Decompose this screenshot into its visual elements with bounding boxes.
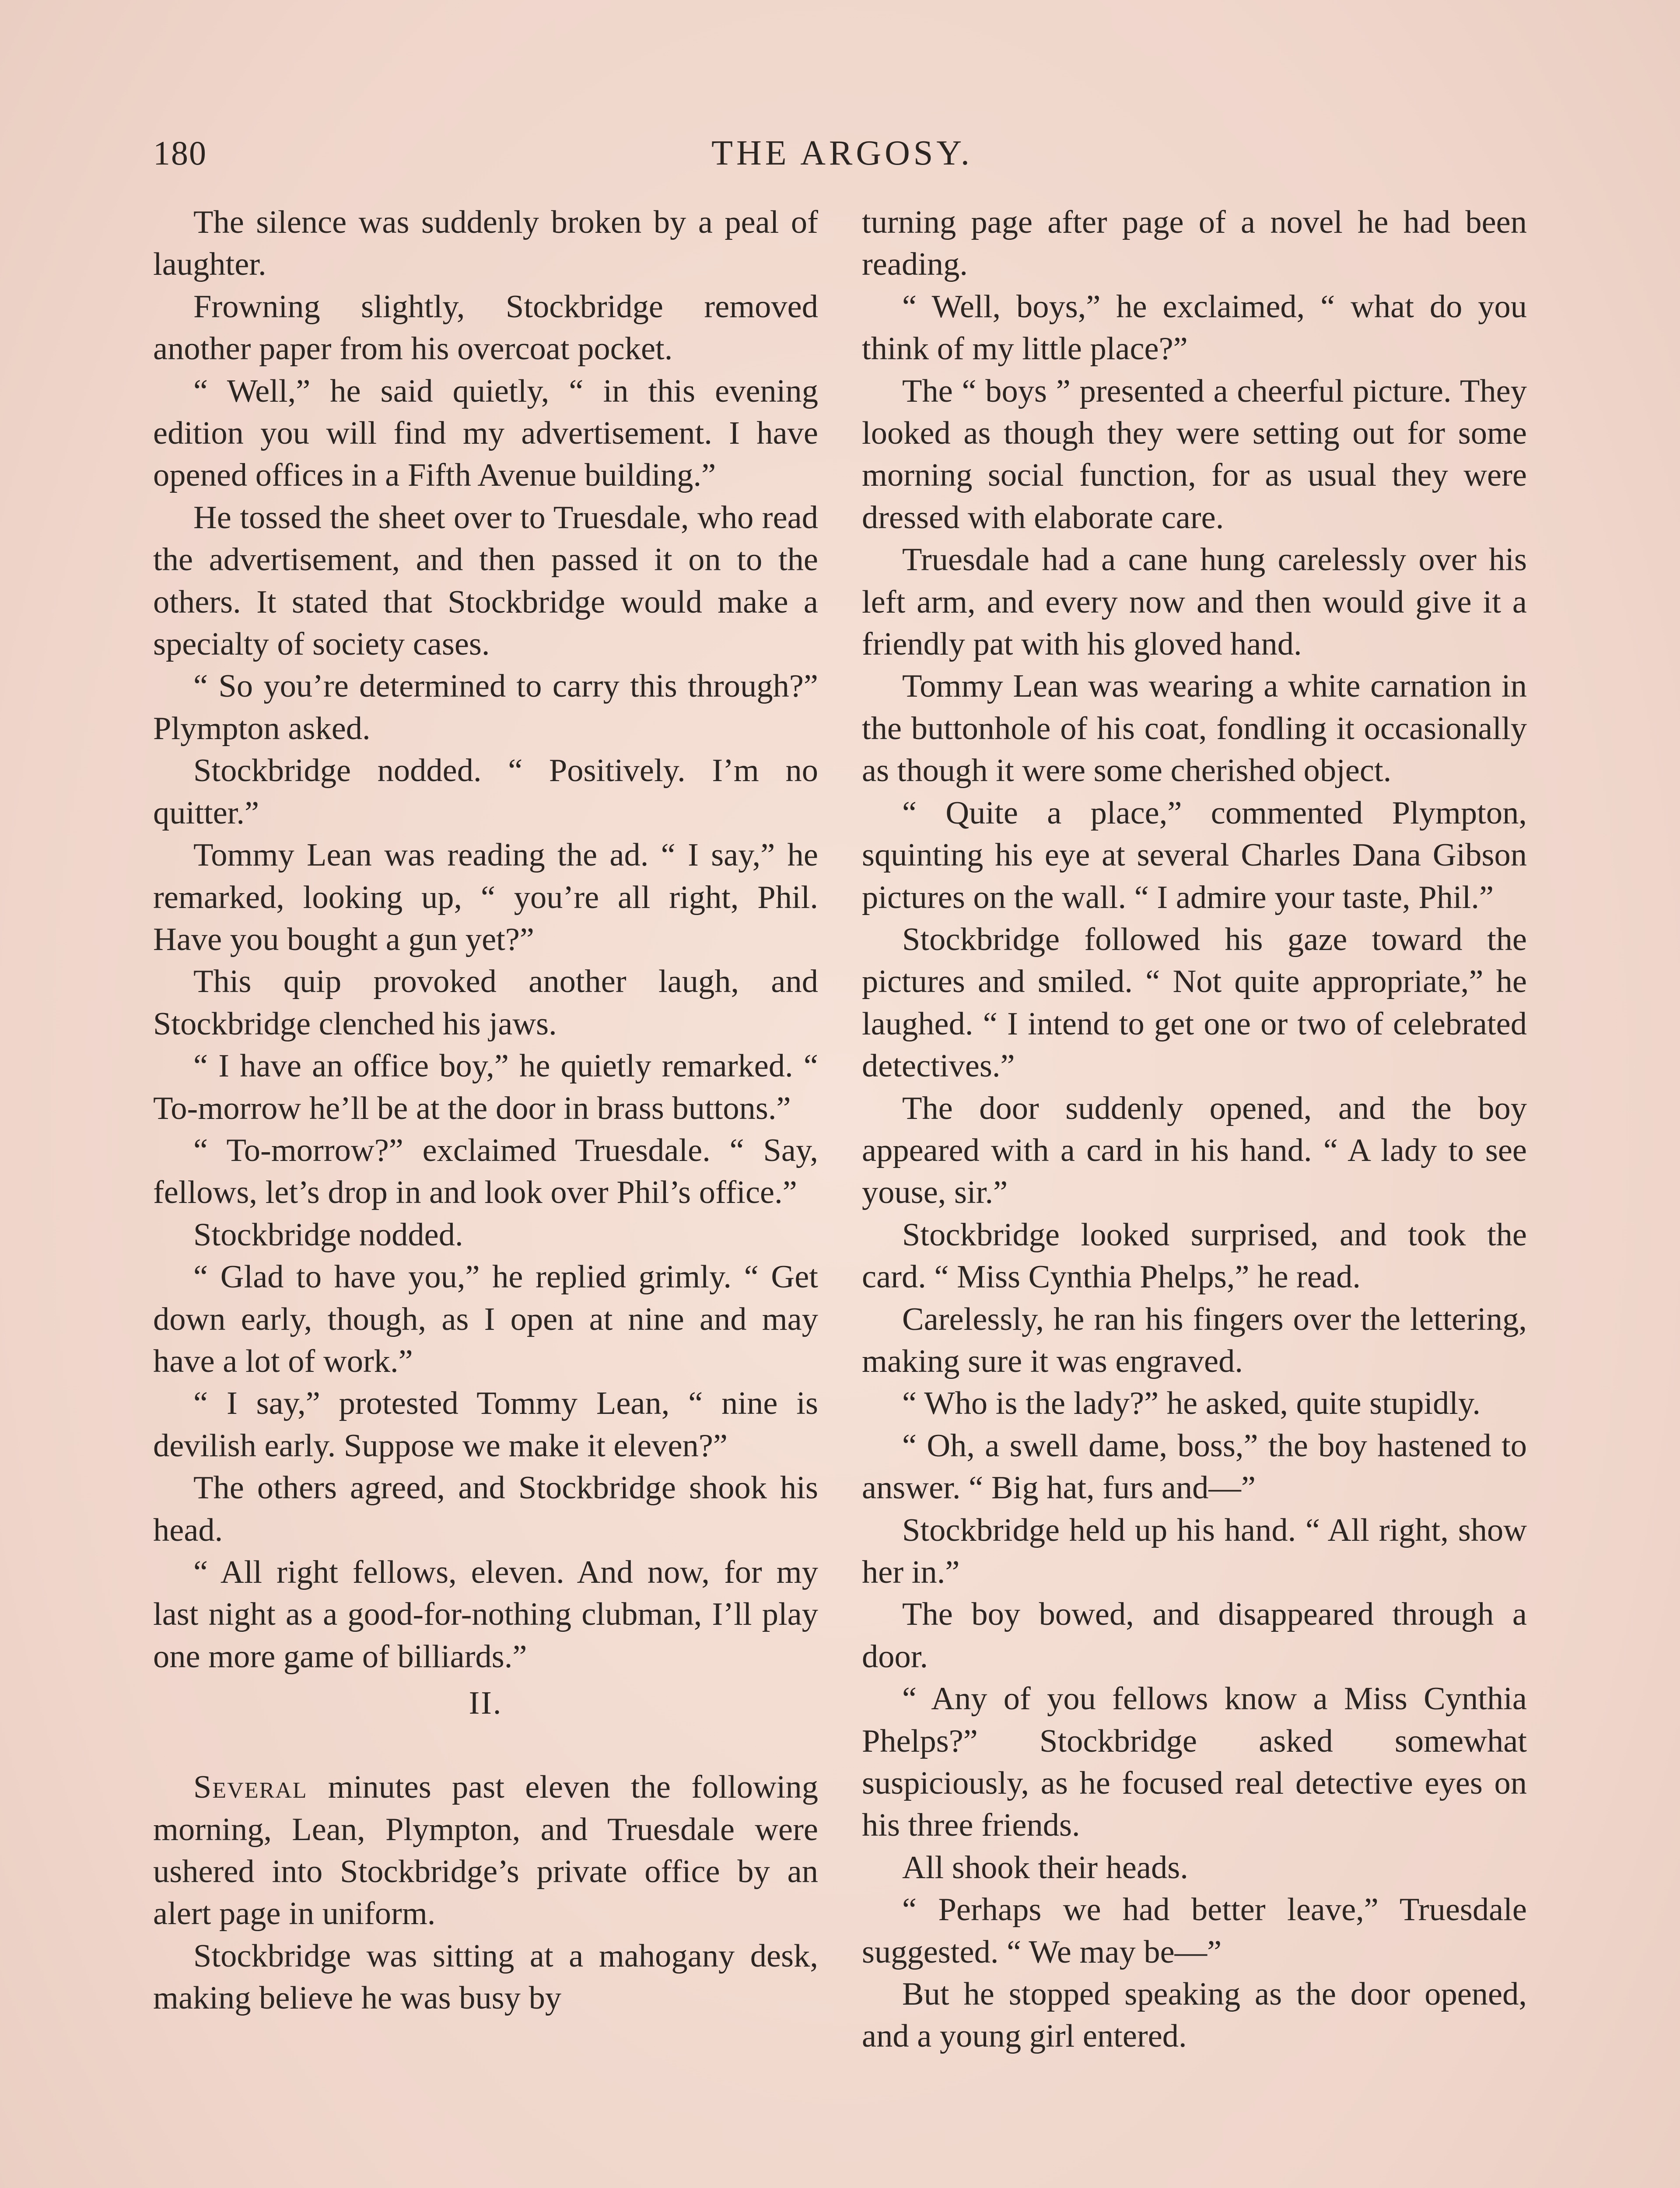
section-heading: II.: [469, 1685, 503, 1722]
right-column: [862, 201, 1527, 2058]
paragraph: “ Oh, a swell dame, boss,” the boy hastened to answer. “ Big hat, furs and—”: [862, 1427, 1527, 1506]
paragraph: The silence was suddenly broken by a peal of laughter.: [153, 204, 818, 283]
paragraph: Truesdale had a cane hung carelessly over his left arm, and every now and then would give it a friendly pat with his gloved hand.: [862, 542, 1527, 663]
left-column-paragraphs: [153, 201, 818, 1678]
section-opening-text: minutes past eleven the following morning, Lean, Plympton, and Truesdale were ushered into Stockbridge’s private office by an alert page in uniform.: [153, 1769, 818, 1932]
section-opening-word: Several: [193, 1769, 308, 1806]
paragraph: Carelessly, he ran his fingers over the lettering, making sure it was engraved.: [862, 1301, 1527, 1379]
paragraph: “ I have an office boy,” he quietly remarked. “ To-morrow he’ll be at the door in brass buttons.”: [153, 1048, 818, 1126]
section-opening-paragraph: [153, 1766, 818, 1935]
paragraph: Frowning slightly, Stockbridge removed another paper from his overcoat pocket.: [153, 288, 818, 367]
paragraph: This quip provoked another laugh, and Stockbridge clenched his jaws.: [153, 964, 818, 1042]
paragraph: “ Any of you fellows know a Miss Cynthia Phelps?” Stockbridge asked somewhat suspiciously, as he focused real detective eyes on his three friends.: [862, 1681, 1527, 1844]
paragraph: “ Quite a place,” commented Plympton, squinting his eye at several Charles Dana Gibson pictures on the wall. “ I admire your taste, Phil.”: [862, 795, 1527, 915]
paragraph: Stockbridge nodded.: [193, 1217, 463, 1253]
paragraph: “ Glad to have you,” he replied grimly. “ Get down early, though, as I open at nine and may have a lot of work.”: [153, 1259, 818, 1379]
paragraph: Stockbridge looked surprised, and took the card. “ Miss Cynthia Phelps,” he read.: [862, 1217, 1527, 1295]
paragraph: The door suddenly opened, and the boy appeared with a card in his hand. “ A lady to see youse, sir.”: [862, 1090, 1527, 1211]
paragraph: Stockbridge nodded. “ Positively. I’m no quitter.”: [153, 753, 818, 831]
paragraph: Tommy Lean was wearing a white carnation in the buttonhole of his coat, fondling it occasionally as though it were some cherished object.: [862, 668, 1527, 789]
page-number: 180: [153, 134, 207, 172]
paragraph: turning page after page of a novel he had been reading.: [862, 204, 1527, 283]
paragraph: Stockbridge followed his gaze toward the pictures and smiled. “ Not quite appropriate,” he laughed. “ I intend to get one or two of celebrated detectives.”: [862, 921, 1527, 1084]
paragraph: “ Perhaps we had better leave,” Truesdale suggested. “ We may be—”: [862, 1892, 1527, 1970]
paragraph: He tossed the sheet over to Truesdale, who read the advertisement, and then passed it on to the others. It stated that Stockbridge would make a specialty of society cases.: [153, 499, 818, 663]
paragraph: The boy bowed, and disappeared through a door.: [862, 1596, 1527, 1675]
paragraph: All shook their heads.: [902, 1849, 1188, 1886]
paragraph: “ I say,” protested Tommy Lean, “ nine is devilish early. Suppose we make it eleven?”: [153, 1385, 818, 1464]
left-column-paragraphs-after: [153, 1935, 818, 2020]
page-header: [153, 129, 1531, 177]
paragraph: The others agreed, and Stockbridge shook his head.: [153, 1470, 818, 1548]
paragraph: Stockbridge held up his hand. “ All right, show her in.”: [862, 1512, 1527, 1590]
running-title: THE ARGOSY.: [711, 134, 973, 172]
right-column-paragraphs: [862, 201, 1527, 2058]
paragraph: “ To-morrow?” exclaimed Truesdale. “ Say, fellows, let’s drop in and look over Phil’s office.”: [153, 1132, 818, 1211]
paragraph: The “ boys ” presented a cheerful picture. They looked as though they were setting out for some morning social function, for as usual they were dressed with elaborate care.: [862, 373, 1527, 536]
paragraph: “ Well, boys,” he exclaimed, “ what do you think of my little place?”: [862, 288, 1527, 367]
paragraph: Tommy Lean was reading the ad. “ I say,” he remarked, looking up, “ you’re all right, Phil. Have you bought a gun yet?”: [153, 837, 818, 957]
paragraph: “ So you’re determined to carry this through?” Plympton asked.: [153, 668, 818, 747]
paragraph: But he stopped speaking as the door opened, and a young girl entered.: [862, 1976, 1527, 2055]
paragraph: Stockbridge was sitting at a mahogany desk, making believe he was busy by: [153, 1938, 818, 2016]
paragraph: “ Who is the lady?” he asked, quite stupidly.: [902, 1385, 1481, 1422]
paragraph: “ All right fellows, eleven. And now, for my last night as a good-for-nothing clubman, I’ll play one more game of billiards.”: [153, 1554, 818, 1675]
paragraph: “ Well,” he said quietly, “ in this evening edition you will find my advertisement. I have opened offices in a Fifth Avenue building.”: [153, 373, 818, 494]
left-column: [153, 201, 818, 2020]
